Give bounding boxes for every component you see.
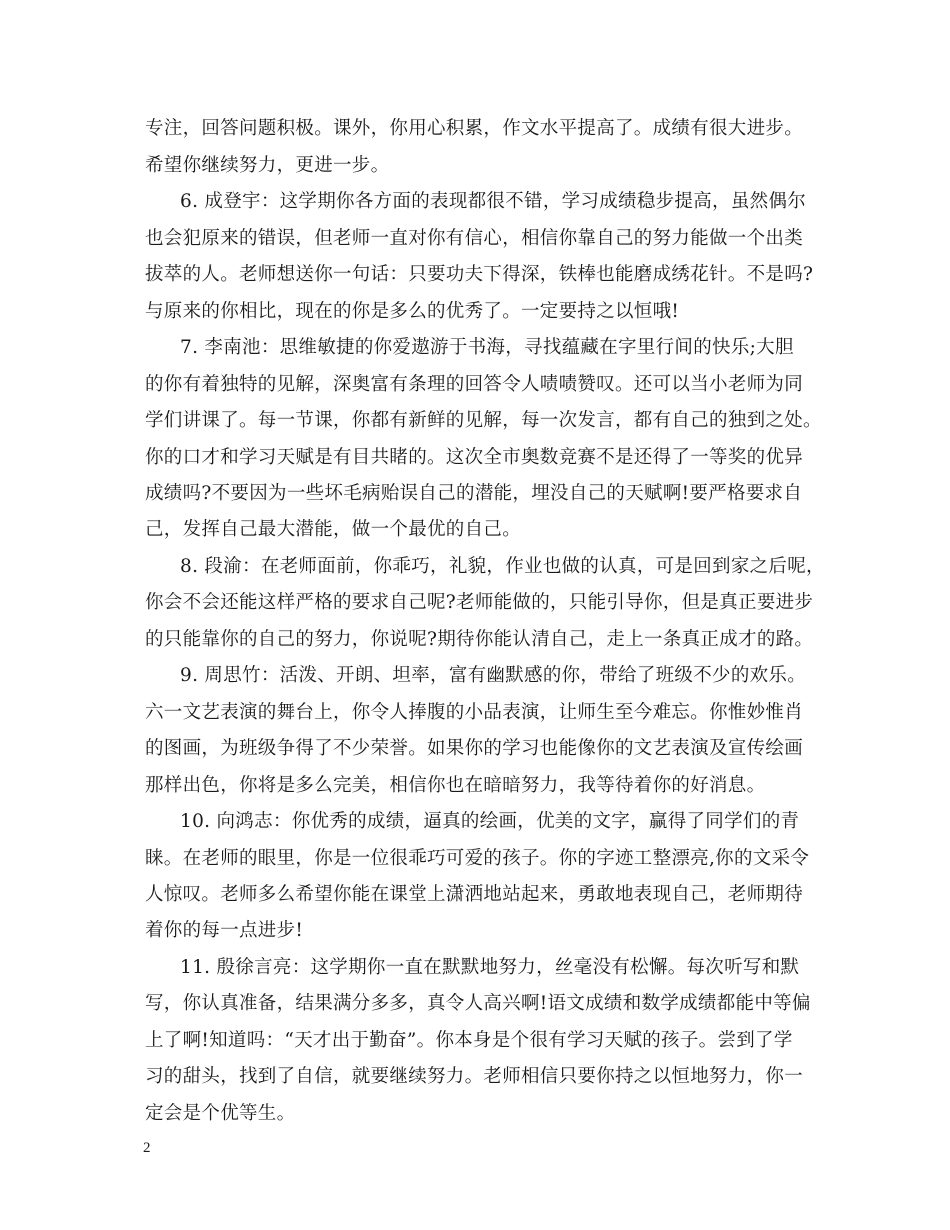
text-line: 己，发挥自己最大潜能，做一个最优的自己。 (145, 519, 522, 540)
text-line: 拔萃的人。老师想送你一句话：只要功夫下得深，铁棒也能磨成绣花针。不是吗? (145, 264, 814, 285)
text-line: 希望你继续努力，更进一步。 (145, 155, 390, 176)
text-line: 的你有着独特的见解，深奥富有条理的回答令人啧啧赞叹。还可以当小老师为同 (145, 374, 804, 395)
text-line: 睐。在老师的眼里，你是一位很乖巧可爱的孩子。你的字迹工整漂亮,你的文采令 (145, 848, 810, 869)
text-line: 学们讲课了。每一节课，你都有新鲜的见解，每一次发言，都有自己的独到之处。 (145, 410, 822, 431)
text-line: 定会是个优等生。 (145, 1103, 296, 1124)
text-line: 的只能靠你的自己的努力，你说呢?期待你能认清自己，走上一条真正成才的路。 (145, 629, 814, 650)
text-line: 的图画，为班级争得了不少荣誉。如果你的学习也能像你的文艺表演及宣传绘画 (145, 738, 804, 759)
text-line: 也会犯原来的错误，但老师一直对你有信心，相信你靠自己的努力能做一个出类 (145, 228, 804, 249)
text-line: 人惊叹。老师多么希望你能在课堂上潇洒地站起来，勇敢地表现自己，老师期待 (145, 884, 804, 905)
text-line: 那样出色，你将是多么完美，相信你也在暗暗努力，我等待着你的好消息。 (145, 775, 766, 796)
text-line: 习的甜头，找到了自信，就要继续努力。老师相信只要你持之以恒地努力，你一 (145, 1066, 804, 1087)
text-line: 六一文艺表演的舞台上，你令人捧腹的小品表演，让师生至今难忘。你惟妙惟肖 (145, 702, 804, 723)
comment-11-first-line: 11. 殷徐言亮：这学期你一直在默默地努力，丝毫没有松懈。每次听写和默 (180, 957, 800, 978)
page-number: 2 (143, 1140, 151, 1156)
text-line: 专注，回答问题积极。课外，你用心积累，作文水平提高了。成绩有很大进步。 (145, 118, 804, 139)
comment-10-first-line: 10. 向鸿志：你优秀的成绩，逼真的绘画，优美的文字，赢得了同学们的青 (180, 811, 800, 832)
text-line: 与原来的你相比，现在的你是多么的优秀了。一定要持之以恒哦! (145, 301, 680, 322)
text-line: 着你的每一点进步! (145, 920, 304, 941)
text-line: 成绩吗?不要因为一些坏毛病贻误自己的潜能，埋没自己的天赋啊!要严格要求自 (145, 483, 803, 504)
text-line: 你会不会还能这样严格的要求自己呢?老师能做的，只能引导你，但是真正要进步 (145, 592, 814, 613)
comment-6-first-line: 6. 成登宇：这学期你各方面的表现都很不错，学习成绩稳步提高，虽然偶尔 (180, 191, 807, 212)
comment-8-first-line: 8. 段渝：在老师面前，你乖巧，礼貌，作业也做的认真，可是回到家之后呢， (180, 556, 825, 577)
comment-7-first-line: 7. 李南池：思维敏捷的你爱遨游于书海，寻找蕴藏在字里行间的快乐;大胆 (180, 337, 794, 358)
comment-9-first-line: 9. 周思竹：活泼、开朗、坦率，富有幽默感的你，带给了班级不少的欢乐。 (180, 665, 807, 686)
text-line: 你的口才和学习天赋是有目共睹的。这次全市奥数竞赛不是还得了一等奖的优异 (145, 447, 804, 468)
text-line: 上了啊!知道吗：“天才出于勤奋”。你本身是个很有学习天赋的孩子。尝到了学 (145, 1030, 793, 1051)
text-line: 写，你认真准备，结果满分多多，真令人高兴啊!语文成绩和数学成绩都能中等偏 (145, 993, 811, 1014)
